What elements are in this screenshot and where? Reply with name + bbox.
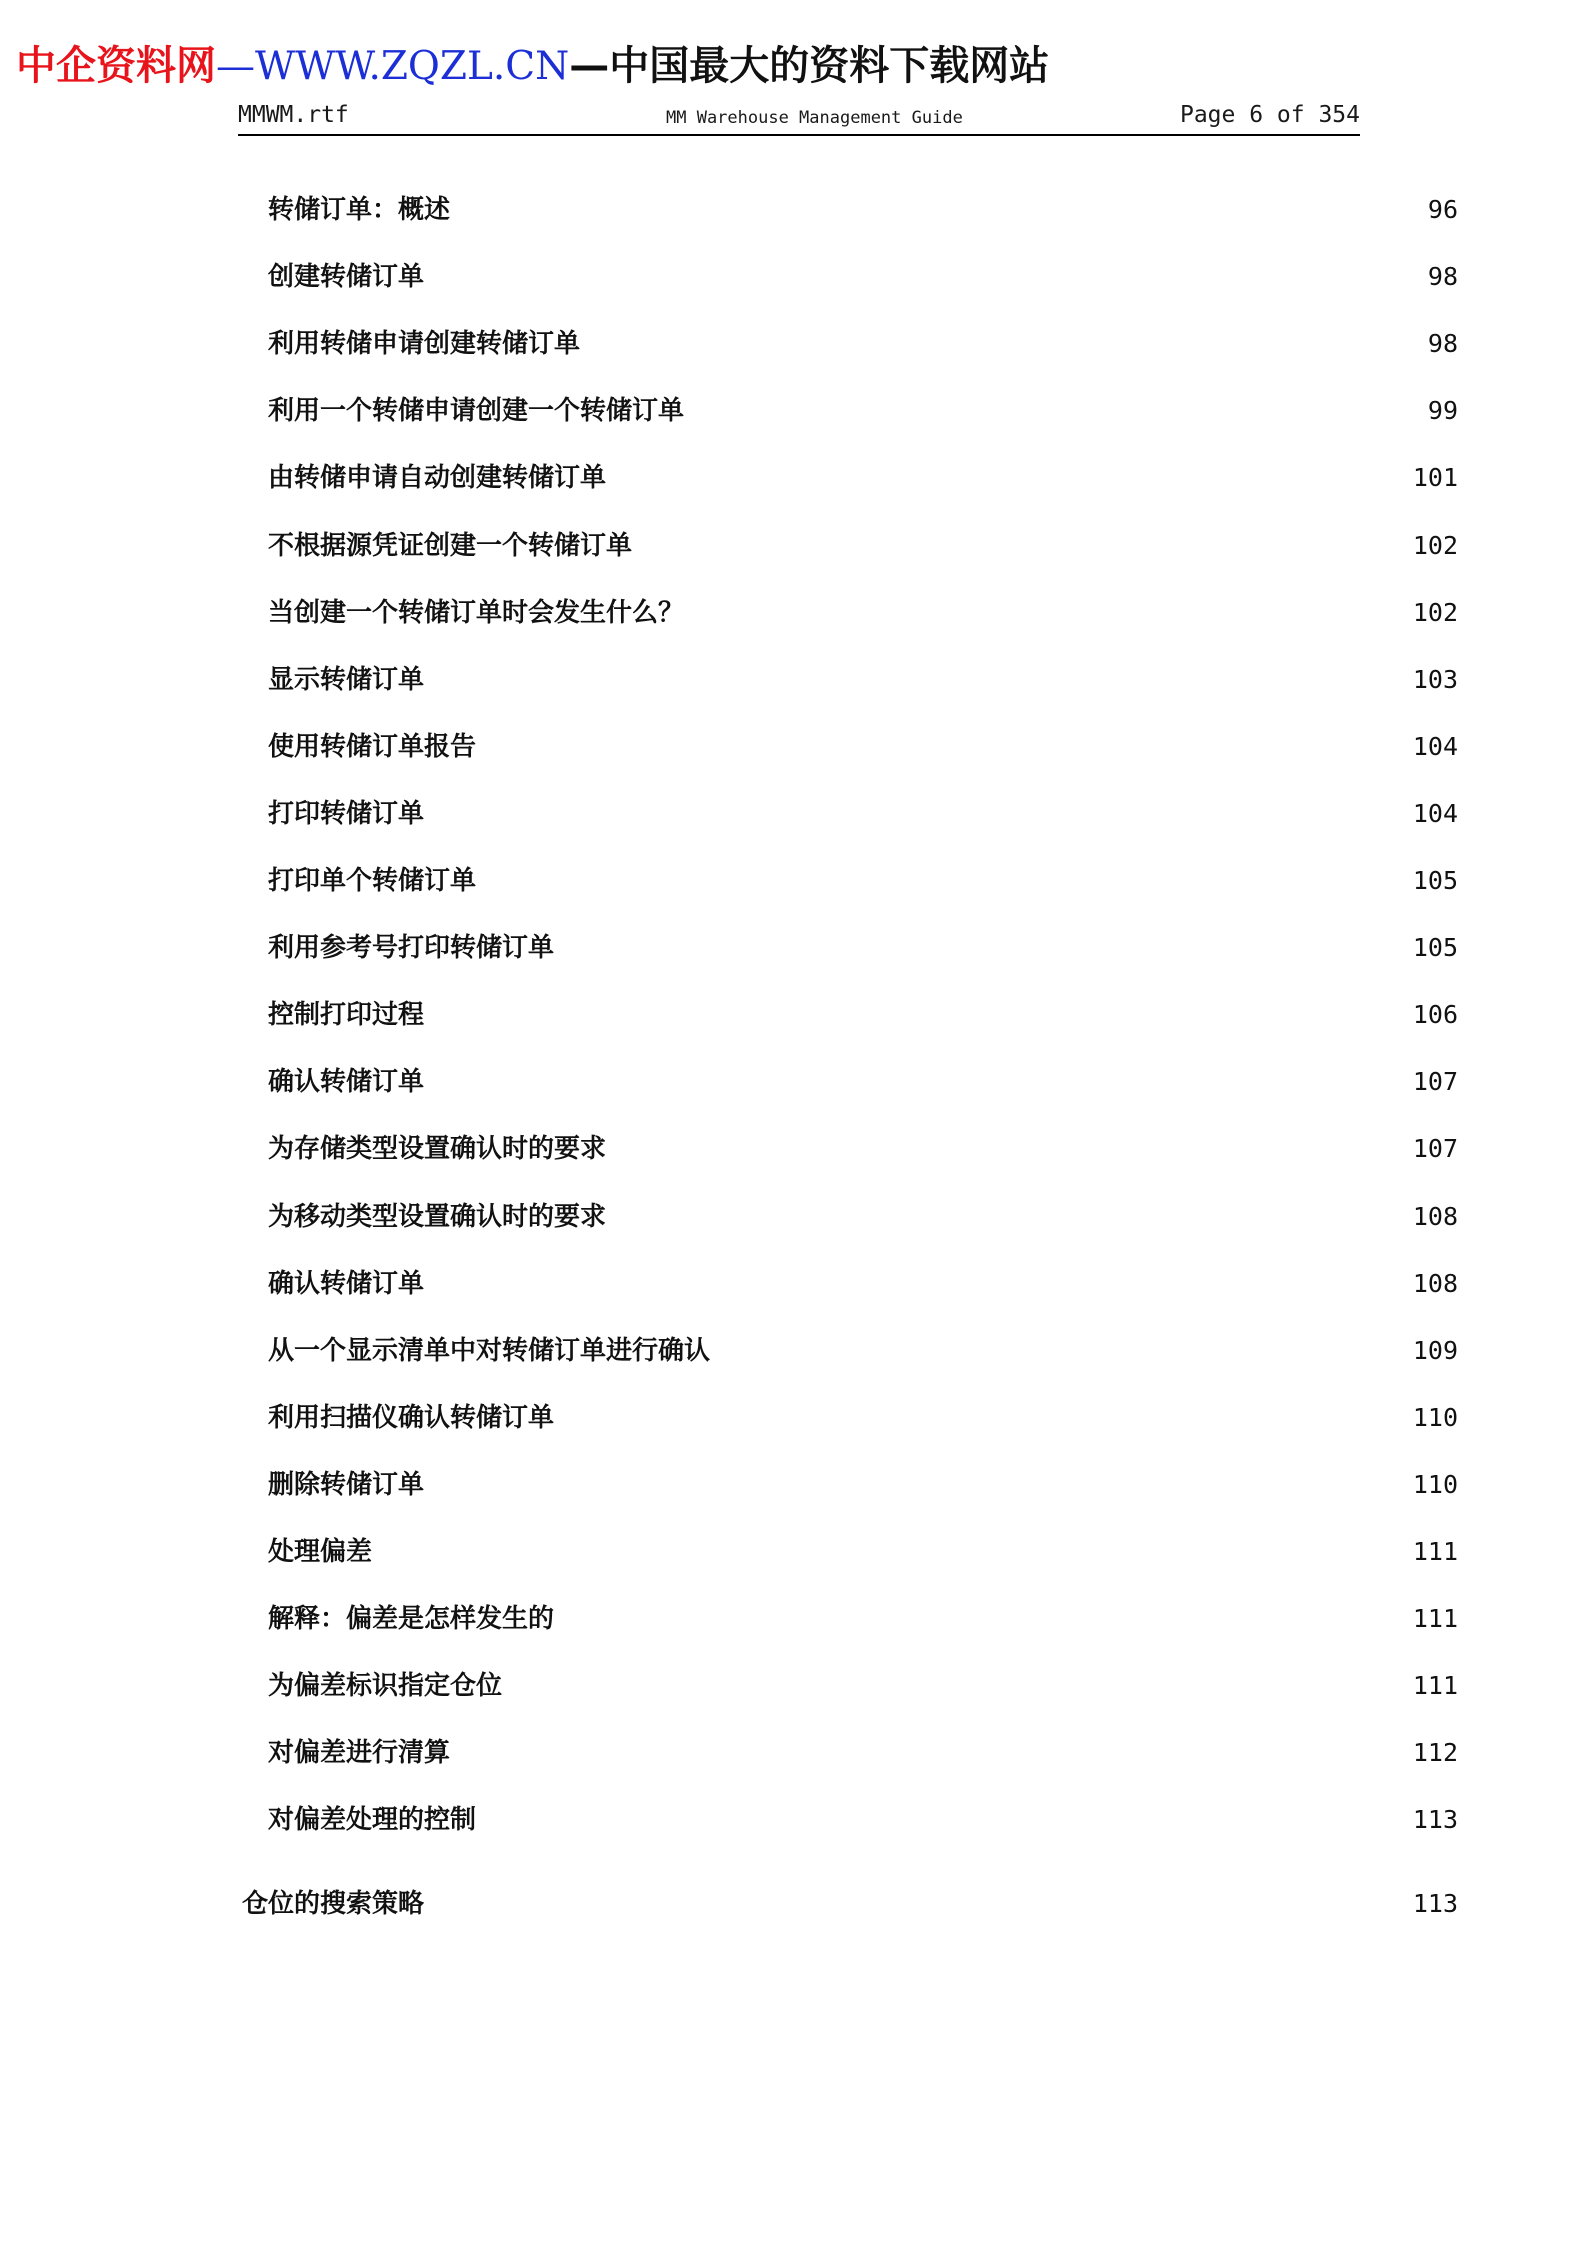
toc-entry-page-number: 112 xyxy=(1412,1738,1458,1767)
toc-entry-page-number: 107 xyxy=(1412,1134,1458,1163)
toc-entry-title: 不根据源凭证创建一个转储订单 xyxy=(268,531,633,561)
toc-entry-title: 使用转储订单报告 xyxy=(268,732,477,762)
toc-entry-title: 利用参考号打印转储订单 xyxy=(268,933,555,963)
toc-entry[interactable] xyxy=(268,658,1458,702)
toc-entry[interactable] xyxy=(268,1530,1458,1574)
toc-entry-page-number: 113 xyxy=(1412,1889,1458,1918)
toc-entry-title: 删除转储订单 xyxy=(268,1470,425,1500)
header-file-name: MMWM.rtf xyxy=(238,102,349,128)
toc-entry-page-number: 110 xyxy=(1412,1470,1458,1499)
toc-entry-page-number: 111 xyxy=(1412,1671,1458,1700)
toc-entry-title: 创建转储订单 xyxy=(268,262,425,292)
toc-entry-title: 处理偏差 xyxy=(268,1537,373,1567)
toc-entry-title: 确认转储订单 xyxy=(268,1269,425,1299)
toc-entry-title: 由转储申请自动创建转储订单 xyxy=(268,463,607,493)
toc-entry[interactable] xyxy=(268,1731,1458,1775)
toc-entry-page-number: 109 xyxy=(1412,1336,1458,1365)
toc-entry-page-number: 103 xyxy=(1412,665,1458,694)
toc-entry-page-number: 108 xyxy=(1412,1202,1458,1231)
toc-entry-title: 当创建一个转储订单时会发生什么？ xyxy=(268,598,685,628)
toc-entry-title: 打印转储订单 xyxy=(268,799,425,829)
toc-entry[interactable] xyxy=(268,1329,1458,1373)
toc-entry[interactable] xyxy=(268,859,1458,903)
header-doc-title: MM Warehouse Management Guide xyxy=(666,108,963,128)
toc-entry-title: 从一个显示清单中对转储订单进行确认 xyxy=(268,1336,711,1366)
toc-entry-page-number: 104 xyxy=(1412,732,1458,761)
toc-entry[interactable] xyxy=(268,1597,1458,1641)
toc-entry-title: 控制打印过程 xyxy=(268,1000,425,1030)
toc-entry-title: 解释：偏差是怎样发生的 xyxy=(268,1604,555,1634)
toc-entry[interactable] xyxy=(242,1882,1458,1926)
toc-entry-page-number: 98 xyxy=(1427,262,1458,291)
toc-entry[interactable] xyxy=(268,591,1458,635)
toc-entry-title: 利用转储申请创建转储订单 xyxy=(268,329,581,359)
toc-entry-page-number: 98 xyxy=(1427,329,1458,358)
toc-entry[interactable] xyxy=(268,188,1458,232)
banner-site-url: —WWW.ZQZL.CN xyxy=(216,44,570,89)
toc-entry-page-number: 96 xyxy=(1427,195,1458,224)
header-page-number: Page 6 of 354 xyxy=(1179,102,1360,128)
toc-entry-title: 利用一个转储申请创建一个转储订单 xyxy=(268,396,685,426)
toc-entry-page-number: 104 xyxy=(1412,799,1458,828)
toc-entry-title: 对偏差进行清算 xyxy=(268,1738,451,1768)
toc-entry[interactable] xyxy=(268,322,1458,366)
toc-entry-title: 仓位的搜索策略 xyxy=(242,1889,425,1919)
toc-entry-page-number: 102 xyxy=(1412,531,1458,560)
toc-entry[interactable] xyxy=(268,993,1458,1037)
toc-entry[interactable] xyxy=(268,1463,1458,1507)
toc-entry-page-number: 107 xyxy=(1412,1067,1458,1096)
toc-entry-title: 转储订单：概述 xyxy=(268,195,451,225)
toc-entry[interactable] xyxy=(268,255,1458,299)
toc-entry[interactable] xyxy=(268,1262,1458,1306)
toc-entry[interactable] xyxy=(268,1127,1458,1171)
toc-entry-page-number: 105 xyxy=(1412,933,1458,962)
toc-entry-page-number: 111 xyxy=(1412,1604,1458,1633)
banner-site-slogan: —中国最大的资料下载网站 xyxy=(569,43,1050,89)
toc-entry[interactable] xyxy=(268,524,1458,568)
toc-entry[interactable] xyxy=(268,1664,1458,1708)
toc-entry-page-number: 113 xyxy=(1412,1805,1458,1834)
toc-entry-title: 利用扫描仪确认转储订单 xyxy=(268,1403,555,1433)
toc-entry-title: 显示转储订单 xyxy=(268,665,425,695)
toc-entry-title: 打印单个转储订单 xyxy=(268,866,477,896)
toc-entry-title: 为存储类型设置确认时的要求 xyxy=(268,1134,607,1164)
toc-entry[interactable] xyxy=(268,1195,1458,1239)
toc-entry-title: 为偏差标识指定仓位 xyxy=(268,1671,503,1701)
toc-entry[interactable] xyxy=(268,725,1458,769)
toc-entry[interactable] xyxy=(268,1060,1458,1104)
toc-entry[interactable] xyxy=(268,1798,1458,1842)
toc-entry[interactable] xyxy=(268,926,1458,970)
toc-entry-page-number: 111 xyxy=(1412,1537,1458,1566)
toc-entry[interactable] xyxy=(268,792,1458,836)
toc-entry-title: 为移动类型设置确认时的要求 xyxy=(268,1202,607,1232)
banner-site-name: 中企资料网 xyxy=(16,43,216,89)
toc-entry-page-number: 110 xyxy=(1412,1403,1458,1432)
toc-entry[interactable] xyxy=(268,389,1458,433)
toc-entry[interactable] xyxy=(268,456,1458,500)
toc-entry-page-number: 105 xyxy=(1412,866,1458,895)
toc-entry-title: 确认转储订单 xyxy=(268,1067,425,1097)
toc-entry[interactable] xyxy=(268,1396,1458,1440)
toc-entry-page-number: 108 xyxy=(1412,1269,1458,1298)
toc-entry-page-number: 99 xyxy=(1427,396,1458,425)
toc-entry-page-number: 101 xyxy=(1412,463,1458,492)
toc-entry-page-number: 102 xyxy=(1412,598,1458,627)
toc-entry-title: 对偏差处理的控制 xyxy=(268,1805,477,1835)
toc-entry-page-number: 106 xyxy=(1412,1000,1458,1029)
